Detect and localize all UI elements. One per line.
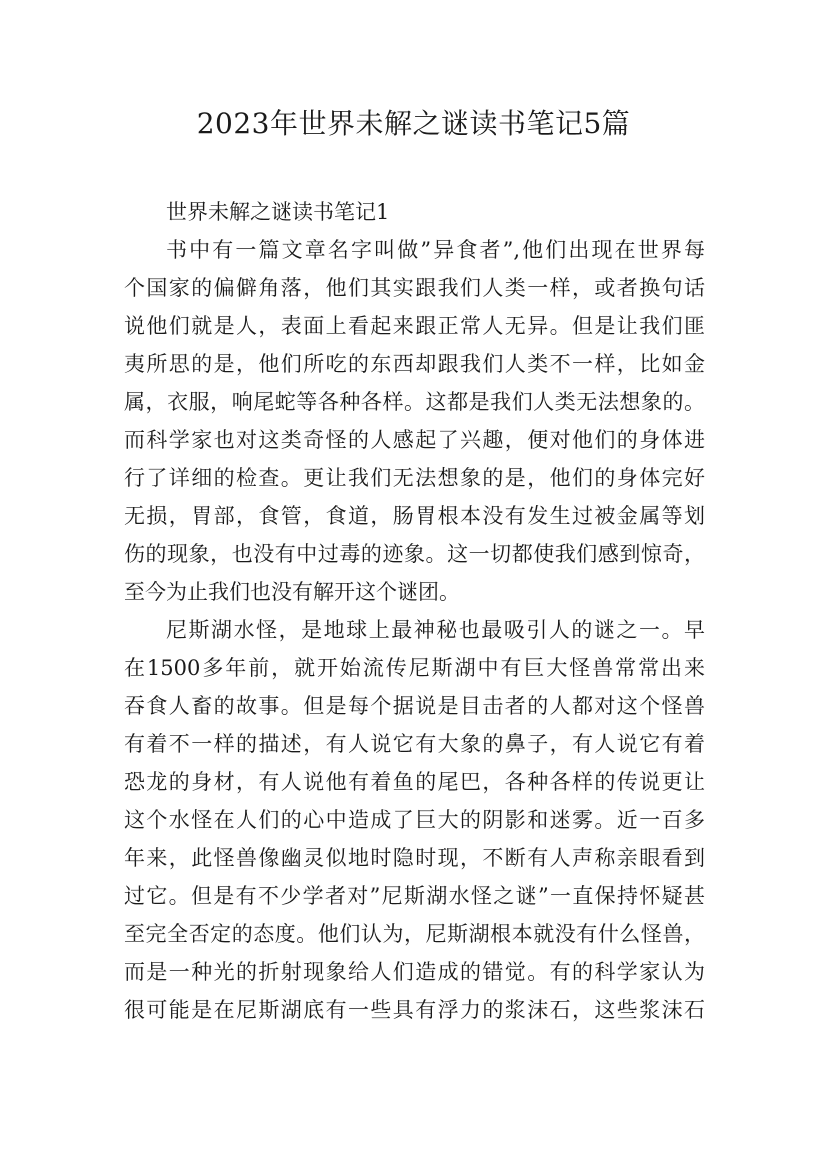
text-line: 恐龙的身材，有人说他有着鱼的尾巴，各种各样的传说更让: [124, 770, 705, 794]
text-line: 至今为止我们也没有解开这个谜团。: [124, 580, 460, 604]
text-line: 无损，胃部，食管，食道，肠胃根本没有发生过被金属等划: [124, 504, 705, 528]
text-line: 在1500多年前，就开始流传尼斯湖中有巨大怪兽常常出来: [124, 656, 705, 680]
text-line: 行了详细的检查。更让我们无法想象的是，他们的身体完好: [124, 466, 705, 490]
paragraph-2: [124, 611, 705, 1029]
text-line: 吞食人畜的故事。但是每个据说是目击者的人都对这个怪兽: [124, 694, 705, 718]
text-line: 说他们就是人，表面上看起来跟正常人无异。但是让我们匪: [124, 314, 705, 338]
document-body: [124, 193, 705, 1029]
text-line: 伤的现象，也没有中过毒的迹象。这一切都使我们感到惊奇，: [124, 542, 705, 566]
text-line: 很可能是在尼斯湖底有一些具有浮力的浆沫石，这些浆沫石: [124, 998, 705, 1022]
text-line: 属，衣服，响尾蛇等各种各样。这都是我们人类无法想象的。: [124, 390, 705, 414]
text-line: 至完全否定的态度。他们认为，尼斯湖根本就没有什么怪兽，: [124, 922, 705, 946]
text-line: 有着不一样的描述，有人说它有大象的鼻子，有人说它有着: [124, 732, 705, 756]
page-title: 2023年世界未解之谜读书笔记5篇: [196, 107, 631, 140]
text-line: 书中有一篇文章名字叫做”异食者”,他们出现在世界每: [166, 238, 705, 262]
text-line: 而科学家也对这类奇怪的人感起了兴趣，便对他们的身体进: [124, 428, 705, 452]
text-line: 个国家的偏僻角落，他们其实跟我们人类一样，或者换句话: [124, 276, 705, 300]
text-line: 过它。但是有不少学者对”尼斯湖水怪之谜”一直保持怀疑甚: [124, 884, 705, 908]
text-line: 而是一种光的折射现象给人们造成的错觉。有的科学家认为: [124, 960, 705, 984]
text-line: 尼斯湖水怪，是地球上最神秘也最吸引人的谜之一。早: [166, 618, 705, 642]
text-line: 夷所思的是，他们所吃的东西却跟我们人类不一样，比如金: [124, 352, 705, 376]
paragraph-1: [124, 231, 705, 611]
text-line: 这个水怪在人们的心中造成了巨大的阴影和迷雾。近一百多: [124, 808, 705, 832]
text-line: 年来，此怪兽像幽灵似地时隐时现，不断有人声称亲眼看到: [124, 846, 705, 870]
section-heading: 世界未解之谜读书笔记1: [166, 200, 390, 224]
